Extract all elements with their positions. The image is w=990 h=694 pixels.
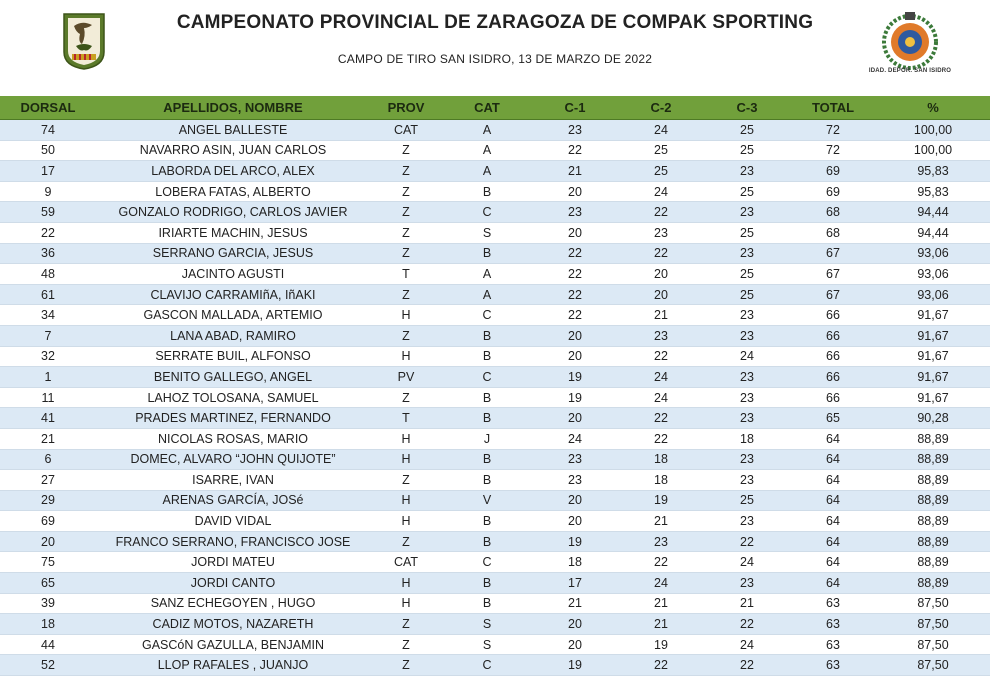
table-cell: GASCON MALLADA, ARTEMIO [96, 305, 370, 326]
results-table [0, 96, 990, 676]
table-cell: 23 [618, 325, 704, 346]
table-cell: 19 [532, 387, 618, 408]
table-cell: Z [370, 243, 442, 264]
table-cell: 24 [704, 552, 790, 573]
table-cell: 22 [0, 222, 96, 243]
page-title: CAMPEONATO PROVINCIAL DE ZARAGOZA DE COMPAK SPORTING [176, 12, 814, 33]
table-cell: 95,83 [876, 181, 990, 202]
table-cell: SANZ ECHEGOYEN , HUGO [96, 593, 370, 614]
table-cell: 87,50 [876, 614, 990, 635]
table-cell: H [370, 573, 442, 594]
table-cell: 21 [618, 614, 704, 635]
table-cell: 22 [532, 264, 618, 285]
table-cell: T [370, 408, 442, 429]
table-cell: Z [370, 614, 442, 635]
table-row [0, 202, 990, 223]
table-cell: 17 [0, 161, 96, 182]
table-cell: Z [370, 634, 442, 655]
table-row [0, 305, 990, 326]
table-row [0, 181, 990, 202]
table-cell: J [442, 428, 532, 449]
table-cell: 21 [618, 305, 704, 326]
table-cell: C [442, 305, 532, 326]
column-header: C-1 [532, 96, 618, 120]
table-cell: 59 [0, 202, 96, 223]
table-row [0, 243, 990, 264]
table-cell: A [442, 140, 532, 161]
table-cell: 36 [0, 243, 96, 264]
table-cell: 25 [704, 140, 790, 161]
table-cell: 88,89 [876, 531, 990, 552]
table-cell: 64 [790, 490, 876, 511]
table-cell: LABORDA DEL ARCO, ALEX [96, 161, 370, 182]
table-cell: B [442, 531, 532, 552]
table-cell: T [370, 264, 442, 285]
table-cell: 64 [790, 531, 876, 552]
table-cell: 75 [0, 552, 96, 573]
table-cell: JORDI CANTO [96, 573, 370, 594]
table-cell: 24 [704, 346, 790, 367]
table-cell: 19 [618, 490, 704, 511]
table-cell: H [370, 346, 442, 367]
table-row [0, 593, 990, 614]
table-cell: 11 [0, 387, 96, 408]
table-cell: 21 [618, 511, 704, 532]
table-cell: Z [370, 222, 442, 243]
table-cell: 91,67 [876, 305, 990, 326]
table-cell: C [442, 655, 532, 676]
table-cell: 87,50 [876, 655, 990, 676]
table-cell: 100,00 [876, 140, 990, 161]
table-cell: 23 [704, 408, 790, 429]
table-cell: 64 [790, 573, 876, 594]
table-cell: 25 [704, 181, 790, 202]
table-cell: 23 [532, 120, 618, 141]
table-cell: 69 [0, 511, 96, 532]
table-cell: H [370, 593, 442, 614]
table-cell: 41 [0, 408, 96, 429]
column-header: CAT [442, 96, 532, 120]
page-subtitle: CAMPO DE TIRO SAN ISIDRO, 13 DE MARZO DE 2022 [337, 52, 653, 66]
column-header: TOTAL [790, 96, 876, 120]
table-cell: Z [370, 140, 442, 161]
table-cell: A [442, 284, 532, 305]
table-cell: 20 [532, 634, 618, 655]
table-cell: 23 [704, 305, 790, 326]
table-cell: 91,67 [876, 387, 990, 408]
table-cell: NICOLAS ROSAS, MARIO [96, 428, 370, 449]
table-cell: C [442, 552, 532, 573]
table-cell: 44 [0, 634, 96, 655]
table-cell: 29 [0, 490, 96, 511]
column-header: C-2 [618, 96, 704, 120]
table-cell: H [370, 449, 442, 470]
table-cell: CADIZ MOTOS, NAZARETH [96, 614, 370, 635]
table-cell: 23 [704, 325, 790, 346]
table-cell: FRANCO SERRANO, FRANCISCO JOSE [96, 531, 370, 552]
table-row [0, 408, 990, 429]
table-cell: Z [370, 655, 442, 676]
table-cell: 93,06 [876, 243, 990, 264]
table-cell: B [442, 325, 532, 346]
table-row [0, 120, 990, 141]
table-cell: 22 [532, 243, 618, 264]
table-cell: 23 [704, 367, 790, 388]
table-cell: 25 [704, 490, 790, 511]
table-cell: CAT [370, 120, 442, 141]
table-cell: 63 [790, 634, 876, 655]
table-cell: 66 [790, 387, 876, 408]
table-cell: 64 [790, 470, 876, 491]
table-cell: 22 [704, 655, 790, 676]
table-cell: LANA ABAD, RAMIRO [96, 325, 370, 346]
table-cell: 20 [532, 511, 618, 532]
table-cell: 61 [0, 284, 96, 305]
table-cell: ANGEL BALLESTE [96, 120, 370, 141]
table-row [0, 449, 990, 470]
table-row [0, 511, 990, 532]
table-cell: 27 [0, 470, 96, 491]
table-cell: 18 [0, 614, 96, 635]
column-header: DORSAL [0, 96, 96, 120]
table-cell: 68 [790, 222, 876, 243]
table-cell: 48 [0, 264, 96, 285]
table-cell: 23 [704, 449, 790, 470]
table-header-row [0, 96, 990, 120]
table-cell: B [442, 449, 532, 470]
table-cell: 23 [704, 573, 790, 594]
table-cell: 25 [704, 120, 790, 141]
table-cell: JORDI MATEU [96, 552, 370, 573]
table-cell: 64 [790, 552, 876, 573]
table-row [0, 367, 990, 388]
table-cell: GASCóN GAZULLA, BENJAMIN [96, 634, 370, 655]
table-cell: 17 [532, 573, 618, 594]
table-cell: DOMEC, ALVARO “JOHN QUIJOTE” [96, 449, 370, 470]
table-cell: 68 [790, 202, 876, 223]
table-cell: 18 [618, 449, 704, 470]
table-cell: 25 [618, 161, 704, 182]
table-row [0, 470, 990, 491]
table-cell: 22 [618, 346, 704, 367]
table-cell: 95,83 [876, 161, 990, 182]
table-cell: 23 [704, 243, 790, 264]
table-cell: SERRATE BUIL, ALFONSO [96, 346, 370, 367]
table-cell: 20 [532, 325, 618, 346]
table-cell: 25 [618, 140, 704, 161]
table-cell: 67 [790, 284, 876, 305]
table-cell: 23 [532, 449, 618, 470]
table-cell: 24 [618, 367, 704, 388]
table-cell: 91,67 [876, 325, 990, 346]
table-cell: 20 [532, 614, 618, 635]
table-cell: IRIARTE MACHIN, JESUS [96, 222, 370, 243]
table-row [0, 140, 990, 161]
table-cell: 22 [532, 284, 618, 305]
table-cell: C [442, 202, 532, 223]
table-cell: 23 [704, 161, 790, 182]
table-cell: 19 [532, 531, 618, 552]
table-cell: S [442, 614, 532, 635]
table-cell: 91,67 [876, 367, 990, 388]
federation-shield-logo [62, 12, 106, 70]
table-cell: GONZALO RODRIGO, CARLOS JAVIER [96, 202, 370, 223]
table-cell: 21 [618, 593, 704, 614]
table-cell: 64 [790, 511, 876, 532]
table-row [0, 387, 990, 408]
table-cell: 100,00 [876, 120, 990, 141]
table-cell: 20 [532, 346, 618, 367]
table-row [0, 531, 990, 552]
table-cell: Z [370, 161, 442, 182]
column-header: C-3 [704, 96, 790, 120]
table-cell: 23 [704, 202, 790, 223]
table-cell: 24 [618, 120, 704, 141]
table-row [0, 634, 990, 655]
table-cell: SERRANO GARCIA, JESUS [96, 243, 370, 264]
table-row [0, 573, 990, 594]
table-cell: PV [370, 367, 442, 388]
table-cell: 24 [618, 387, 704, 408]
table-cell: NAVARRO ASIN, JUAN CARLOS [96, 140, 370, 161]
table-body [0, 120, 990, 676]
table-cell: 18 [532, 552, 618, 573]
table-cell: 69 [790, 181, 876, 202]
table-row [0, 490, 990, 511]
table-cell: B [442, 387, 532, 408]
table-cell: CLAVIJO CARRAMIñA, IñAKI [96, 284, 370, 305]
table-cell: Z [370, 531, 442, 552]
table-cell: 20 [532, 490, 618, 511]
table-cell: 39 [0, 593, 96, 614]
table-cell: 94,44 [876, 202, 990, 223]
table-cell: 72 [790, 120, 876, 141]
table-cell: 9 [0, 181, 96, 202]
table-cell: 23 [704, 511, 790, 532]
table-cell: 67 [790, 243, 876, 264]
table-cell: 87,50 [876, 634, 990, 655]
table-row [0, 552, 990, 573]
table-cell: 22 [618, 408, 704, 429]
table-cell: 50 [0, 140, 96, 161]
column-header: PROV [370, 96, 442, 120]
table-cell: B [442, 181, 532, 202]
table-cell: S [442, 222, 532, 243]
table-cell: 72 [790, 140, 876, 161]
table-cell: 25 [704, 284, 790, 305]
table-cell: 66 [790, 305, 876, 326]
table-cell: A [442, 161, 532, 182]
table-cell: H [370, 511, 442, 532]
table-cell: 24 [618, 573, 704, 594]
table-row [0, 161, 990, 182]
table-cell: 88,89 [876, 470, 990, 491]
table-cell: 18 [618, 470, 704, 491]
table-row [0, 222, 990, 243]
table-cell: 34 [0, 305, 96, 326]
table-cell: 91,67 [876, 346, 990, 367]
table-cell: 88,89 [876, 490, 990, 511]
table-cell: 24 [532, 428, 618, 449]
table-cell: ARENAS GARCÍA, JOSé [96, 490, 370, 511]
table-cell: 88,89 [876, 552, 990, 573]
table-cell: 1 [0, 367, 96, 388]
table-cell: 21 [0, 428, 96, 449]
table-cell: 23 [618, 531, 704, 552]
table-cell: 22 [704, 614, 790, 635]
table-cell: B [442, 346, 532, 367]
table-cell: 87,50 [876, 593, 990, 614]
table-cell: 64 [790, 449, 876, 470]
table-cell: B [442, 408, 532, 429]
table-cell: A [442, 264, 532, 285]
table-cell: B [442, 593, 532, 614]
table-cell: 23 [704, 470, 790, 491]
table-row [0, 614, 990, 635]
table-cell: 21 [532, 593, 618, 614]
table-row [0, 346, 990, 367]
table-cell: 63 [790, 593, 876, 614]
table-cell: 88,89 [876, 573, 990, 594]
table-cell: 93,06 [876, 284, 990, 305]
table-cell: C [442, 367, 532, 388]
table-cell: 65 [790, 408, 876, 429]
table-cell: 52 [0, 655, 96, 676]
table-cell: 6 [0, 449, 96, 470]
table-cell: 25 [704, 222, 790, 243]
table-row [0, 655, 990, 676]
table-cell: 22 [618, 428, 704, 449]
table-cell: 20 [532, 408, 618, 429]
table-cell: H [370, 428, 442, 449]
table-cell: 67 [790, 264, 876, 285]
table-cell: LLOP RAFALES , JUANJO [96, 655, 370, 676]
table-cell: 20 [532, 181, 618, 202]
table-cell: 20 [0, 531, 96, 552]
table-cell: 20 [618, 284, 704, 305]
table-cell: 22 [704, 531, 790, 552]
table-cell: S [442, 634, 532, 655]
table-cell: 90,28 [876, 408, 990, 429]
table-row [0, 428, 990, 449]
table-cell: 22 [532, 140, 618, 161]
table-cell: 21 [704, 593, 790, 614]
table-cell: 22 [618, 243, 704, 264]
table-cell: 93,06 [876, 264, 990, 285]
table-cell: 88,89 [876, 428, 990, 449]
table-cell: 25 [704, 264, 790, 285]
table-cell: 19 [532, 655, 618, 676]
table-cell: LAHOZ TOLOSANA, SAMUEL [96, 387, 370, 408]
table-cell: V [442, 490, 532, 511]
table-cell: 63 [790, 614, 876, 635]
club-emblem-caption: IDAD. DEPOR. SAN ISIDRO [868, 68, 952, 74]
table-cell: PRADES MARTINEZ, FERNANDO [96, 408, 370, 429]
table-cell: Z [370, 284, 442, 305]
table-cell: B [442, 243, 532, 264]
table-cell: 63 [790, 655, 876, 676]
column-header: % [876, 96, 990, 120]
table-cell: 69 [790, 161, 876, 182]
table-cell: 21 [532, 161, 618, 182]
table-cell: H [370, 490, 442, 511]
table-cell: B [442, 511, 532, 532]
table-cell: 22 [618, 655, 704, 676]
table-cell: 24 [704, 634, 790, 655]
table-row [0, 284, 990, 305]
table-cell: 66 [790, 325, 876, 346]
table-row [0, 325, 990, 346]
table-cell: 7 [0, 325, 96, 346]
table-cell: 23 [704, 387, 790, 408]
table-cell: DAVID VIDAL [96, 511, 370, 532]
table-cell: 65 [0, 573, 96, 594]
table-cell: 94,44 [876, 222, 990, 243]
table-row [0, 264, 990, 285]
table-cell: Z [370, 387, 442, 408]
table-cell: BENITO GALLEGO, ANGEL [96, 367, 370, 388]
table-cell: 64 [790, 428, 876, 449]
table-cell: ISARRE, IVAN [96, 470, 370, 491]
table-cell: 32 [0, 346, 96, 367]
table-cell: 19 [532, 367, 618, 388]
table-cell: 88,89 [876, 511, 990, 532]
table-cell: Z [370, 470, 442, 491]
table-cell: 18 [704, 428, 790, 449]
table-cell: 88,89 [876, 449, 990, 470]
table-cell: Z [370, 325, 442, 346]
table-cell: 74 [0, 120, 96, 141]
table-cell: LOBERA FATAS, ALBERTO [96, 181, 370, 202]
column-header: APELLIDOS, NOMBRE [96, 96, 370, 120]
table-cell: CAT [370, 552, 442, 573]
table-cell: B [442, 470, 532, 491]
table-cell: A [442, 120, 532, 141]
table-cell: 22 [618, 552, 704, 573]
table-cell: 20 [618, 264, 704, 285]
table-cell: 23 [618, 222, 704, 243]
table-cell: H [370, 305, 442, 326]
table-cell: Z [370, 181, 442, 202]
table-cell: B [442, 573, 532, 594]
table-cell: Z [370, 202, 442, 223]
table-cell: JACINTO AGUSTI [96, 264, 370, 285]
table-cell: 19 [618, 634, 704, 655]
table-cell: 66 [790, 346, 876, 367]
table-cell: 22 [532, 305, 618, 326]
table-cell: 66 [790, 367, 876, 388]
table-cell: 22 [618, 202, 704, 223]
table-cell: 23 [532, 202, 618, 223]
table-cell: 24 [618, 181, 704, 202]
table-cell: 23 [532, 470, 618, 491]
table-cell: 20 [532, 222, 618, 243]
